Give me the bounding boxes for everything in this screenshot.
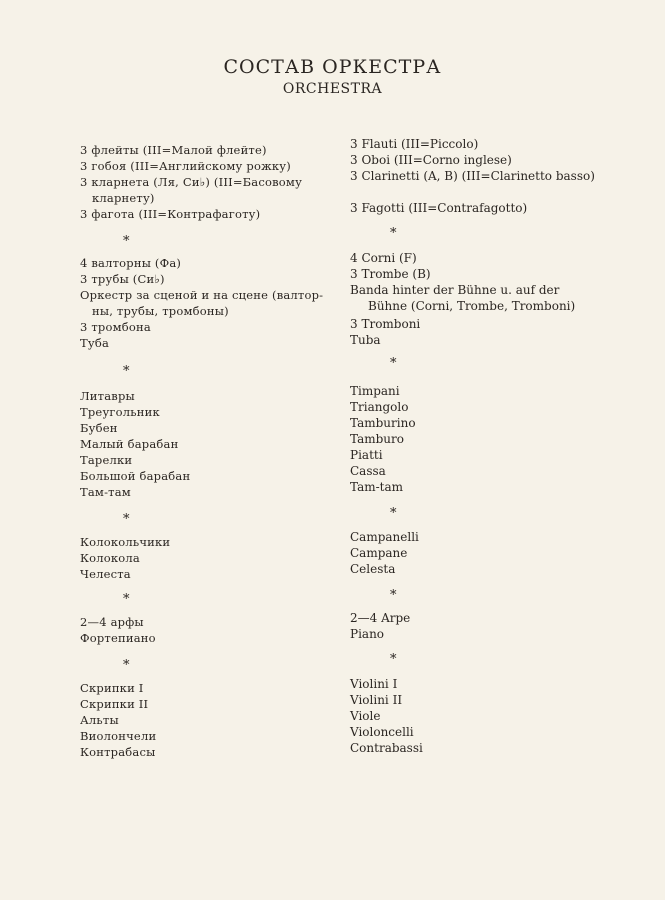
russian-woodwinds-line: 3 кларнета (Ля, Си♭) (III=Басовому	[80, 175, 303, 189]
russian-percussion-line: Тарелки	[80, 453, 133, 467]
page-title: СОСТАВ ОРКЕСТРА	[223, 56, 442, 78]
section-separator-star: *	[123, 364, 130, 379]
italian-brass-line: Tuba	[350, 333, 381, 347]
italian-percussion-line: Tam-tam	[350, 480, 404, 494]
italian-percussion-line: Timpani	[350, 384, 400, 398]
italian-brass-line: 4 Corni (F)	[350, 251, 417, 265]
russian-woodwinds-line: кларнету)	[92, 191, 155, 205]
section-separator-star: *	[123, 234, 130, 249]
italian-woodwinds-line: 3 Oboi (III=Corno inglese)	[350, 153, 512, 167]
italian-bells-line: Celesta	[350, 562, 396, 576]
russian-harps-line: 2—4 арфы	[80, 615, 144, 629]
russian-strings-line: Скрипки II	[80, 697, 149, 711]
page-subtitle: ORCHESTRA	[282, 81, 383, 97]
russian-bells-line: Колокольчики	[80, 535, 171, 549]
italian-percussion-line: Piatti	[350, 448, 383, 462]
russian-brass-line: ны, трубы, тромбоны)	[92, 304, 229, 318]
russian-bells-line: Челеста	[80, 567, 131, 581]
section-separator-star: *	[390, 588, 397, 603]
italian-strings-line: Violini II	[350, 693, 403, 707]
italian-brass-line: 3 Tromboni	[350, 317, 421, 331]
italian-percussion-line: Tamburo	[350, 432, 404, 446]
russian-bells-line: Колокола	[80, 551, 140, 565]
russian-percussion-line: Треугольник	[80, 405, 160, 419]
russian-percussion-line: Бубен	[80, 421, 118, 435]
russian-woodwinds-line: 3 фагота (III=Контрафаготу)	[80, 207, 261, 221]
italian-strings-line: Contrabassi	[350, 741, 423, 755]
section-separator-star: *	[123, 512, 130, 527]
russian-percussion-line: Там-там	[80, 485, 131, 499]
italian-bells-line: Campane	[350, 546, 408, 560]
section-separator-star: *	[390, 226, 397, 241]
section-separator-star: *	[123, 658, 130, 673]
russian-strings-line: Альты	[80, 713, 119, 727]
italian-brass-line: 3 Trombe (B)	[350, 267, 431, 281]
italian-brass-line: Bühne (Corni, Trombe, Tromboni)	[368, 299, 576, 313]
italian-percussion-line: Tamburino	[350, 416, 416, 430]
italian-woodwinds-line: 3 Flauti (III=Piccolo)	[350, 137, 479, 151]
russian-strings-line: Виолончели	[80, 729, 157, 743]
italian-bells-line: Campanelli	[350, 530, 419, 544]
russian-percussion-line: Малый барабан	[80, 437, 179, 451]
italian-harps-line: 2—4 Arpe	[350, 611, 411, 625]
italian-percussion-line: Triangolo	[350, 400, 409, 414]
russian-woodwinds-line: 3 гобоя (III=Английскому рожку)	[80, 159, 291, 173]
russian-woodwinds-line: 3 флейты (III=Малой флейте)	[80, 143, 267, 157]
italian-percussion-line: Cassa	[350, 464, 386, 478]
italian-harps-line: Piano	[350, 627, 385, 641]
italian-woodwinds-line: 3 Clarinetti (A, B) (III=Clarinetto basso)	[350, 169, 595, 183]
italian-strings-line: Violoncelli	[350, 725, 414, 739]
section-separator-star: *	[123, 592, 130, 607]
russian-brass-line: 3 трубы (Си♭)	[80, 272, 165, 286]
italian-strings-line: Viole	[350, 709, 381, 723]
russian-brass-line: Оркестр за сценой и на сцене (валтор-	[80, 288, 324, 302]
section-separator-star: *	[390, 506, 397, 521]
russian-percussion-line: Литавры	[80, 389, 135, 403]
russian-percussion-line: Большой барабан	[80, 469, 191, 483]
russian-brass-line: 3 тромбона	[80, 320, 151, 334]
section-separator-star: *	[390, 652, 397, 667]
russian-brass-line: Туба	[80, 336, 110, 350]
section-separator-star: *	[390, 356, 397, 371]
russian-strings-line: Скрипки I	[80, 681, 144, 695]
italian-woodwinds-line: 3 Fagotti (III=Contrafagotto)	[350, 201, 528, 215]
russian-strings-line: Контрабасы	[80, 745, 156, 759]
italian-brass-line: Banda hinter der Bühne u. auf der	[350, 283, 560, 297]
italian-strings-line: Violini I	[350, 677, 398, 691]
russian-harps-line: Фортепиано	[80, 631, 156, 645]
russian-brass-line: 4 валторны (Фа)	[80, 256, 182, 270]
